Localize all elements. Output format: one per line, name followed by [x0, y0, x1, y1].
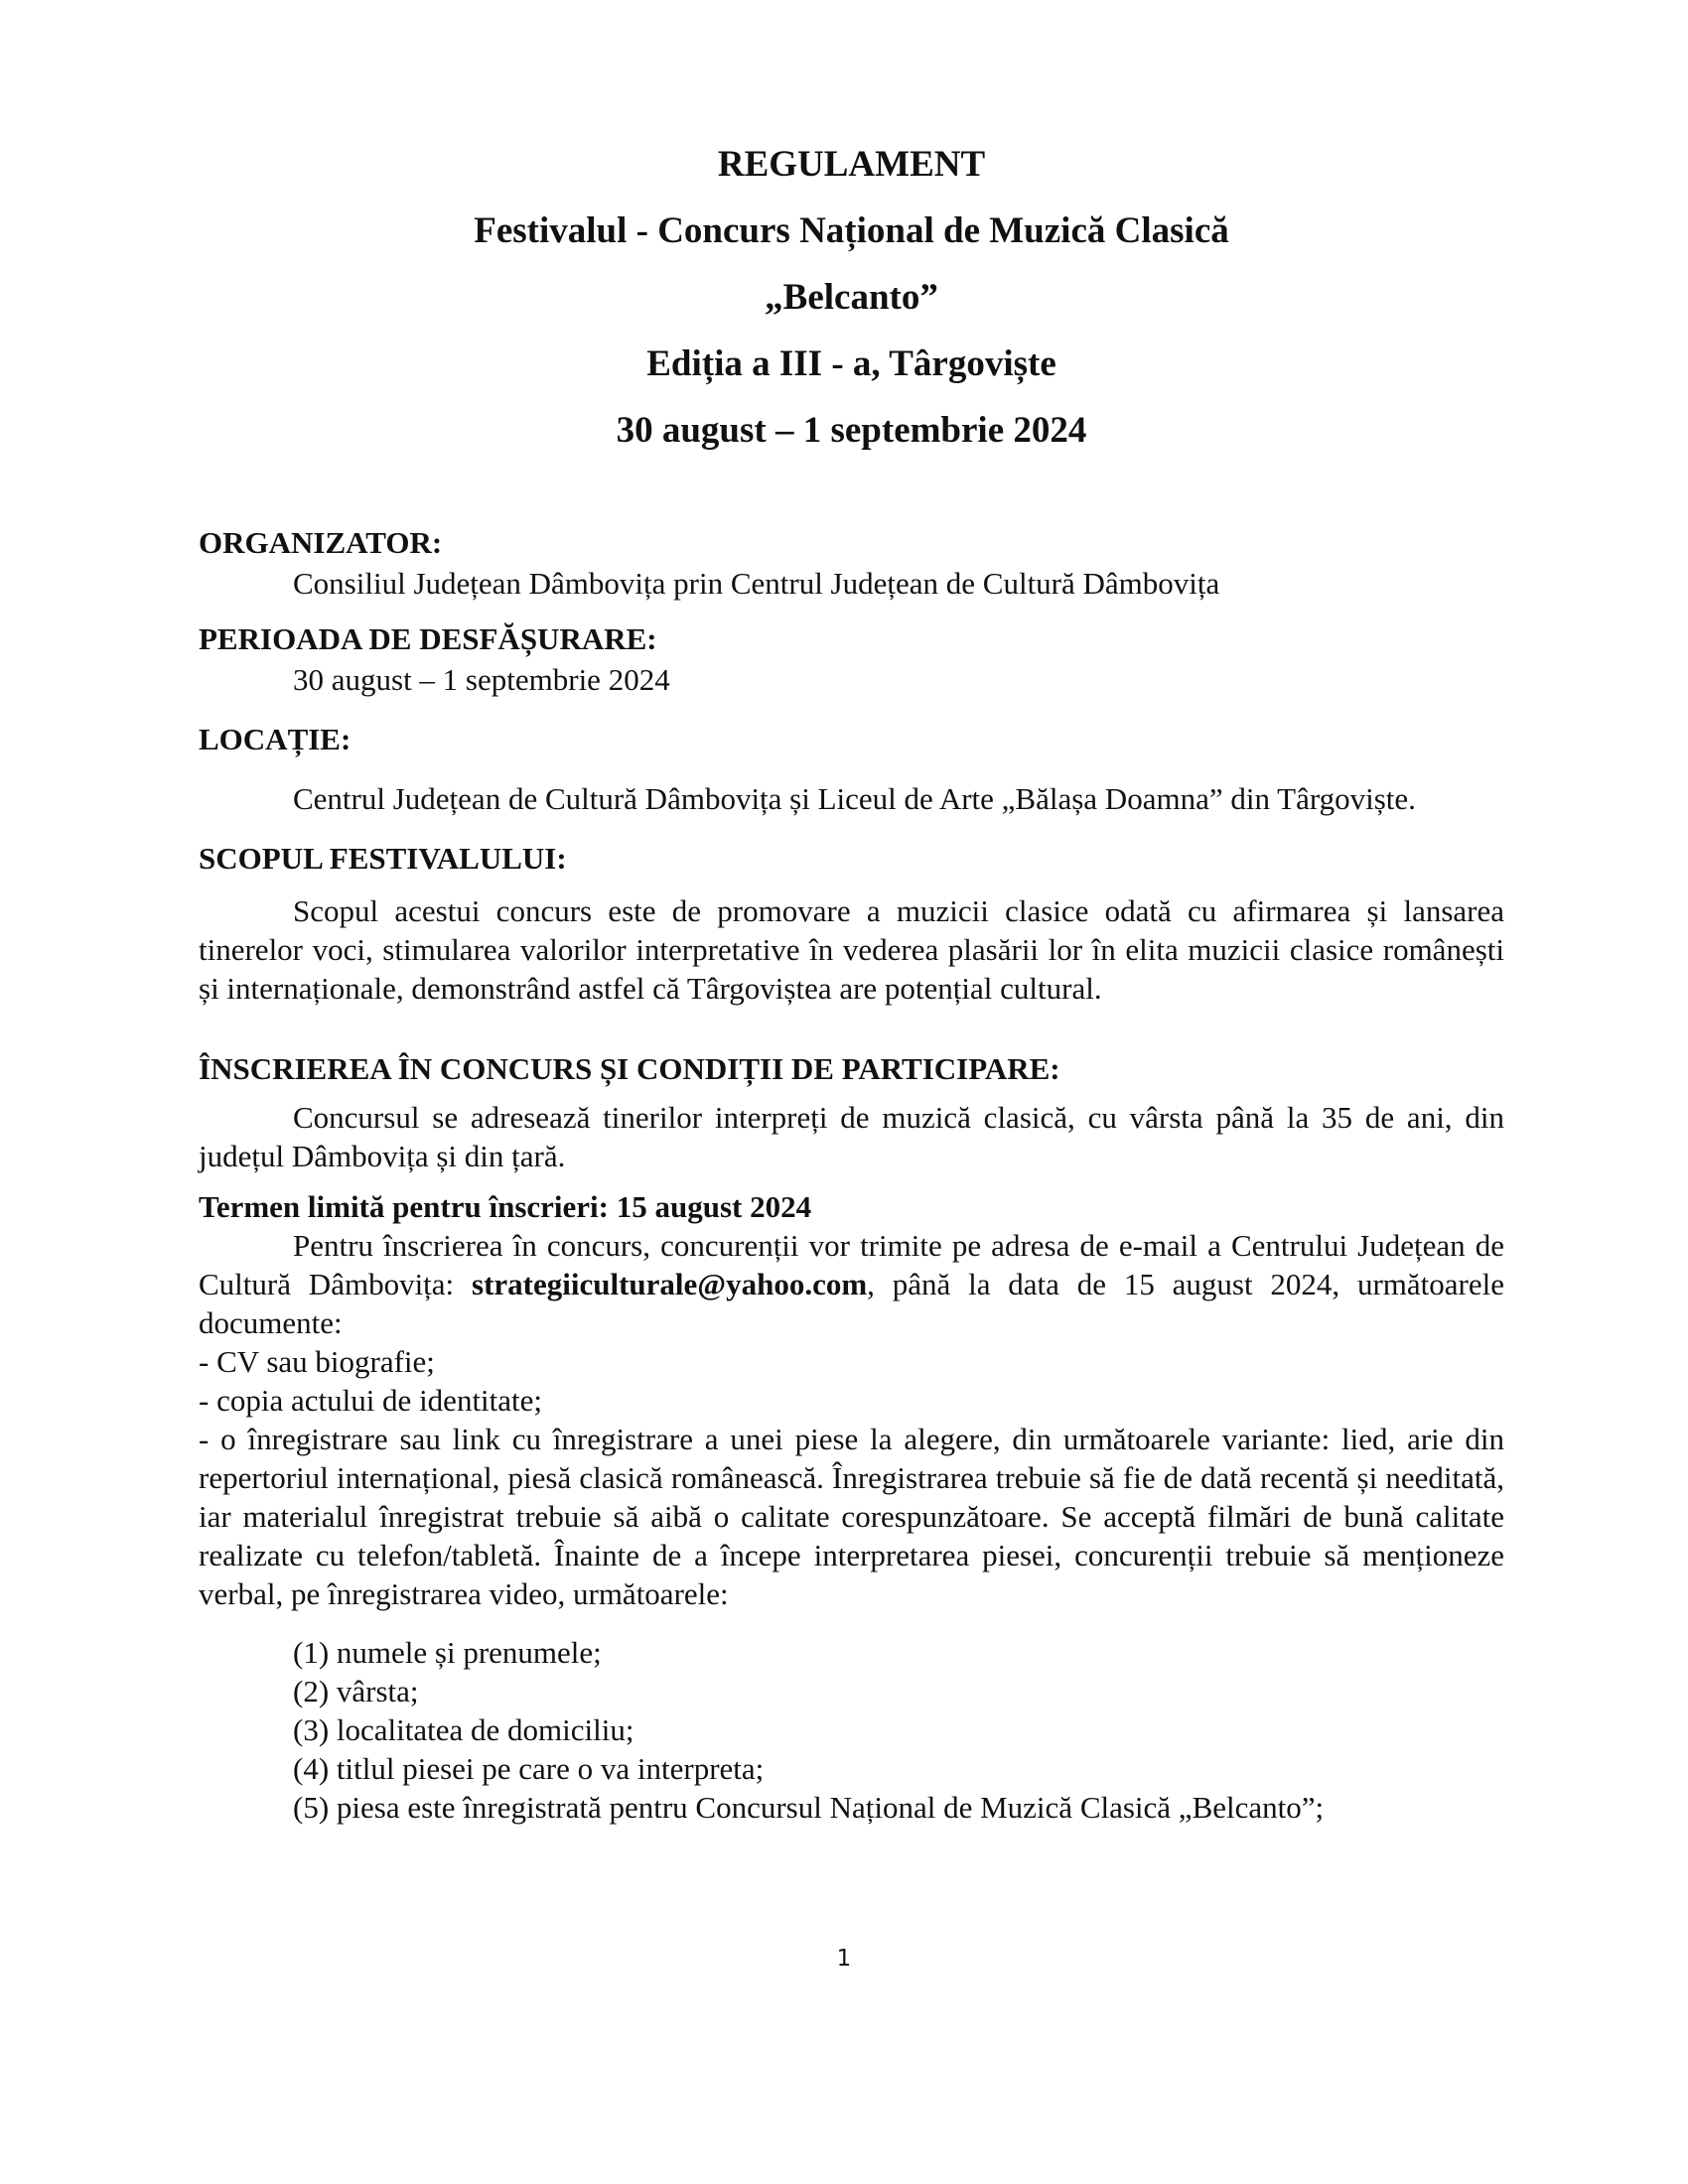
page-number: 1	[836, 1946, 852, 1972]
period-text: 30 august – 1 septembrie 2024	[293, 662, 670, 697]
video-item: (5) piesa este înregistrată pentru Concursul Național de Muzică Clasică „Belcanto”;	[293, 1790, 1325, 1825]
organizer-heading: ORGANIZATOR:	[199, 525, 443, 560]
video-item: (2) vârsta;	[293, 1674, 419, 1708]
document-item: - o înregistrare sau link cu înregistrare a unei piese la alegere, din următoarele variante: lied, arie din repertoriul internațional, piesă clasică românească. Înregistrarea trebuie să fie de dată recentă și needitată, iar materialul înregistrat trebuie să aibă o calitate corespunzătoare. Se acceptă filmări de bună calitate realizate cu telefon/tabletă. Înainte de a începe interpretarea piesei, concurenții trebuie să menționeze verbal, pe înregistrarea video, următoarele:	[199, 1422, 1504, 1611]
location-text: Centrul Județean de Cultură Dâmbovița și Liceul de Arte „Bălașa Doamna” din Târgoviște.	[293, 781, 1416, 816]
dates-line: 30 august – 1 septembrie 2024	[616, 410, 1087, 451]
enrollment-intro: Concursul se adresează tinerilor interpreți de muzică clasică, cu vârsta până la 35 de ani, din județul Dâmbovița și din țară.	[199, 1100, 1504, 1173]
edition-line: Ediția a III - a, Târgoviște	[646, 343, 1056, 384]
purpose-text: Scopul acestui concurs este de promovare a muzicii clasice odată cu afirmarea și lansarea tinerelor voci, stimularea valorilor interpretative în vederea plasării lor în elita muzicii clasice românești și internaționale, demonstrând astfel că Târgoviștea are potențial cultural.	[199, 893, 1504, 1006]
video-requirements-list	[199, 1633, 1504, 1827]
instructions-after: , până la data de 15 august 2024, următoarele documente:	[199, 1267, 1504, 1340]
document-item: - CV sau biografie;	[199, 1344, 435, 1379]
title-block	[199, 131, 1504, 464]
deadline-line: Termen limită pentru înscrieri: 15 august 2024	[199, 1189, 812, 1224]
document-item: - copia actului de identitate;	[199, 1383, 543, 1418]
festival-subtitle: Festivalul - Concurs Național de Muzică Clasică	[474, 210, 1229, 251]
purpose-heading: SCOPUL FESTIVALULUI:	[199, 841, 567, 876]
video-item: (1) numele și prenumele;	[293, 1635, 602, 1670]
contact-email[interactable]: strategiiculturale@yahoo.com	[472, 1267, 868, 1301]
video-item: (3) localitatea de domiciliu;	[293, 1712, 634, 1747]
page-content	[199, 131, 1504, 1827]
period-heading: PERIOADA DE DESFĂȘURARE:	[199, 621, 657, 656]
festival-name: „Belcanto”	[765, 277, 938, 318]
enrollment-heading: ÎNSCRIEREA ÎN CONCURS ȘI CONDIȚII DE PARTICIPARE:	[199, 1051, 1060, 1086]
document-title: REGULAMENT	[717, 144, 986, 185]
organizer-text: Consiliul Județean Dâmbovița prin Centrul Județean de Cultură Dâmbovița	[293, 566, 1220, 601]
document-list	[199, 1342, 1504, 1613]
enrollment-instructions	[199, 1226, 1504, 1342]
video-item: (4) titlul piesei pe care o va interpreta;	[293, 1751, 765, 1786]
location-heading: LOCAȚIE:	[199, 722, 352, 756]
instructions-before: Pentru înscrierea în concurs, concurenții vor trimite pe adresa de e-mail a Centrului Județean de Cultură Dâmbovița:	[199, 1228, 1504, 1301]
